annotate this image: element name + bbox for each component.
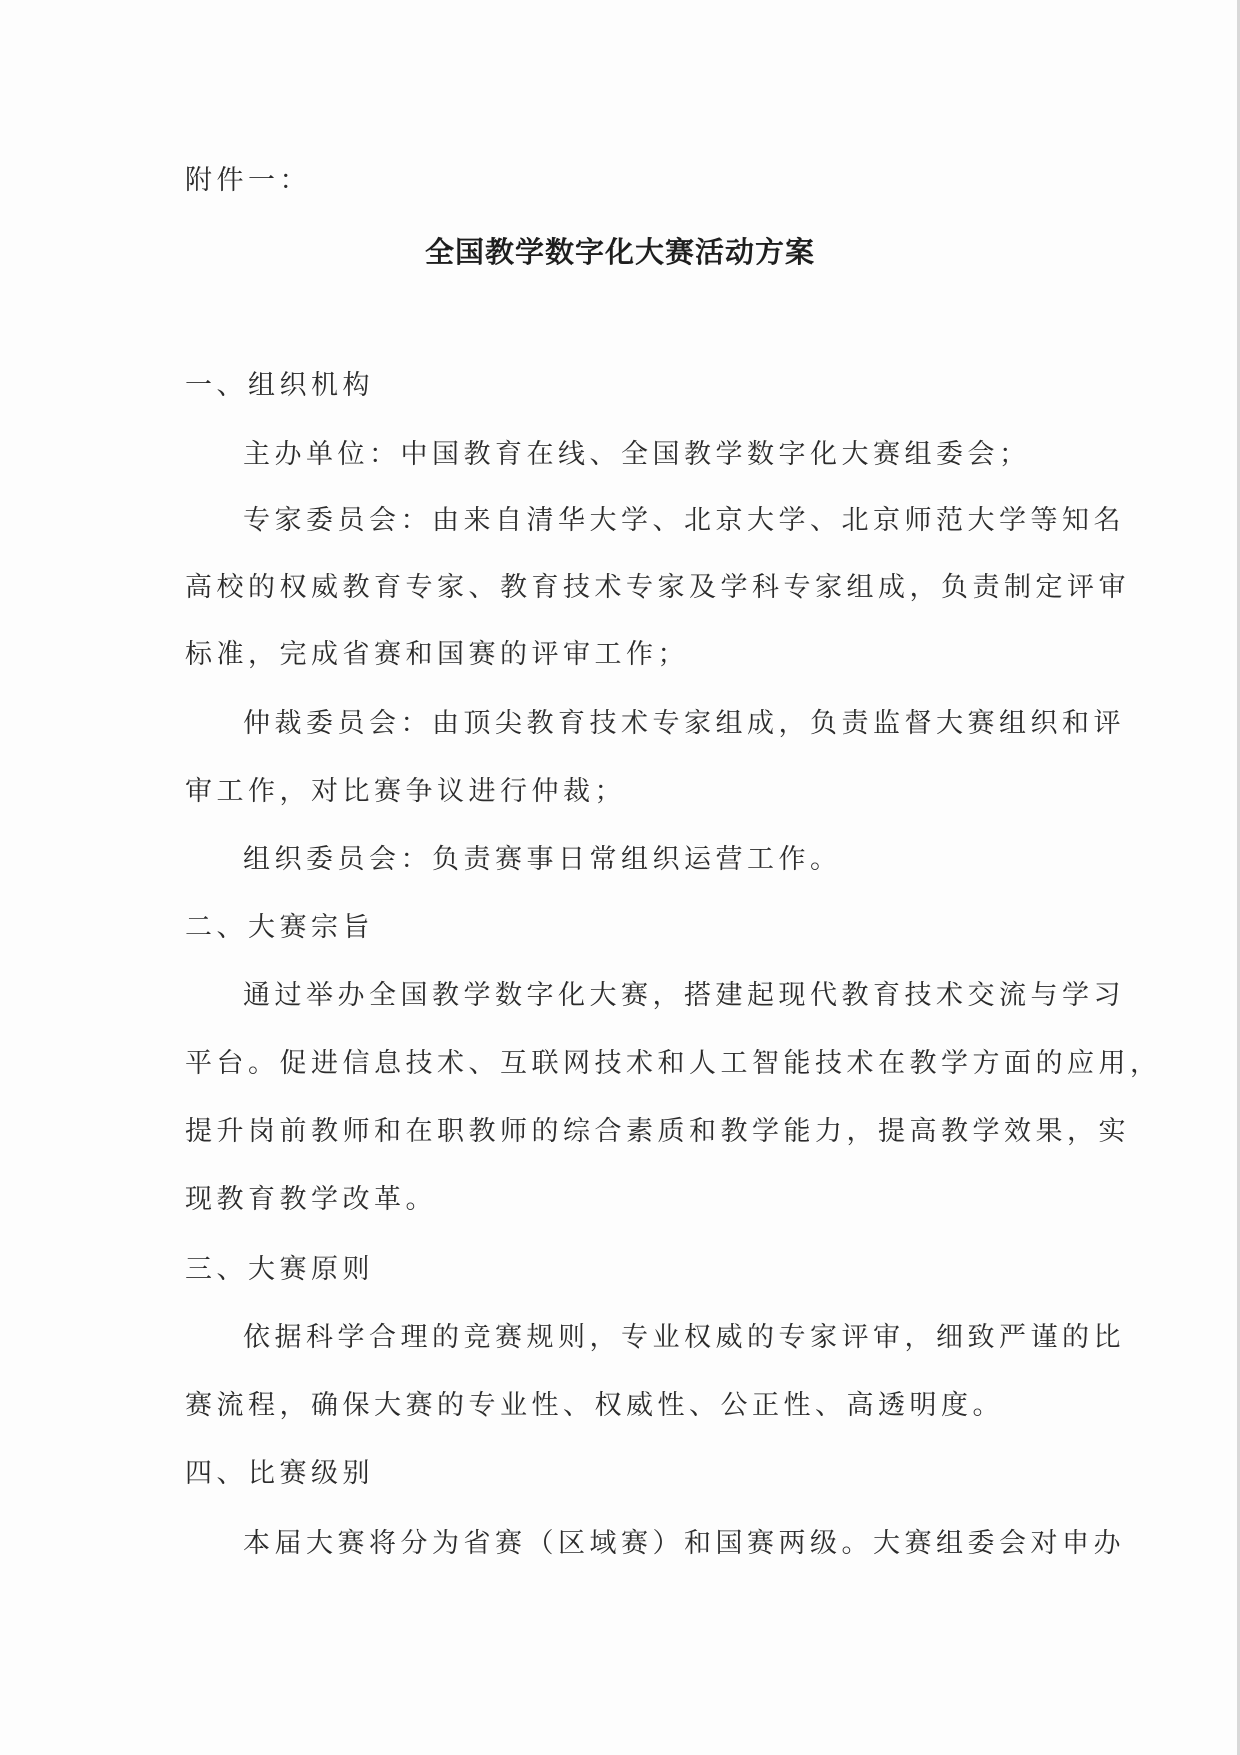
section-1-expert-line-3: 标准，完成省赛和国赛的评审工作； — [185, 639, 689, 670]
section-2-heading: 二、大赛宗旨 — [185, 912, 374, 943]
section-3-line-1: 依据科学合理的竞赛规则，专业权威的专家评审，细致严谨的比 — [243, 1322, 1125, 1353]
section-1-expert-line-1: 专家委员会：由来自清华大学、北京大学、北京师范大学等知名 — [243, 505, 1125, 536]
section-3-line-2: 赛流程，确保大赛的专业性、权威性、公正性、高透明度。 — [185, 1390, 1004, 1421]
section-4-line-1: 本届大赛将分为省赛（区域赛）和国赛两级。大赛组委会对申办 — [243, 1528, 1125, 1559]
section-4-heading: 四、比赛级别 — [185, 1458, 374, 1489]
section-1-heading: 一、组织机构 — [185, 370, 374, 401]
section-2-line-3: 提升岗前教师和在职教师的综合素质和教学能力，提高教学效果，实 — [185, 1116, 1130, 1147]
section-2-line-1: 通过举办全国教学数字化大赛，搭建起现代教育技术交流与学习 — [243, 980, 1125, 1011]
section-1-arbitration-line-1: 仲裁委员会：由顶尖教育技术专家组成，负责监督大赛组织和评 — [243, 708, 1125, 739]
attachment-label: 附件一： — [185, 165, 311, 196]
section-3-heading: 三、大赛原则 — [185, 1254, 374, 1285]
section-1-host-paragraph: 主办单位：中国教育在线、全国教学数字化大赛组委会； — [243, 439, 1031, 470]
section-1-expert-line-2: 高校的权威教育专家、教育技术专家及学科专家组成，负责制定评审 — [185, 572, 1130, 603]
document-title: 全国教学数字化大赛活动方案 — [424, 235, 815, 269]
section-1-arbitration-line-2: 审工作，对比赛争议进行仲裁； — [185, 776, 626, 807]
section-2-line-2: 平台。促进信息技术、互联网技术和人工智能技术在教学方面的应用， — [185, 1048, 1162, 1079]
section-1-organizing-paragraph: 组织委员会：负责赛事日常组织运营工作。 — [243, 844, 842, 875]
section-2-line-4: 现教育教学改革。 — [185, 1184, 437, 1215]
